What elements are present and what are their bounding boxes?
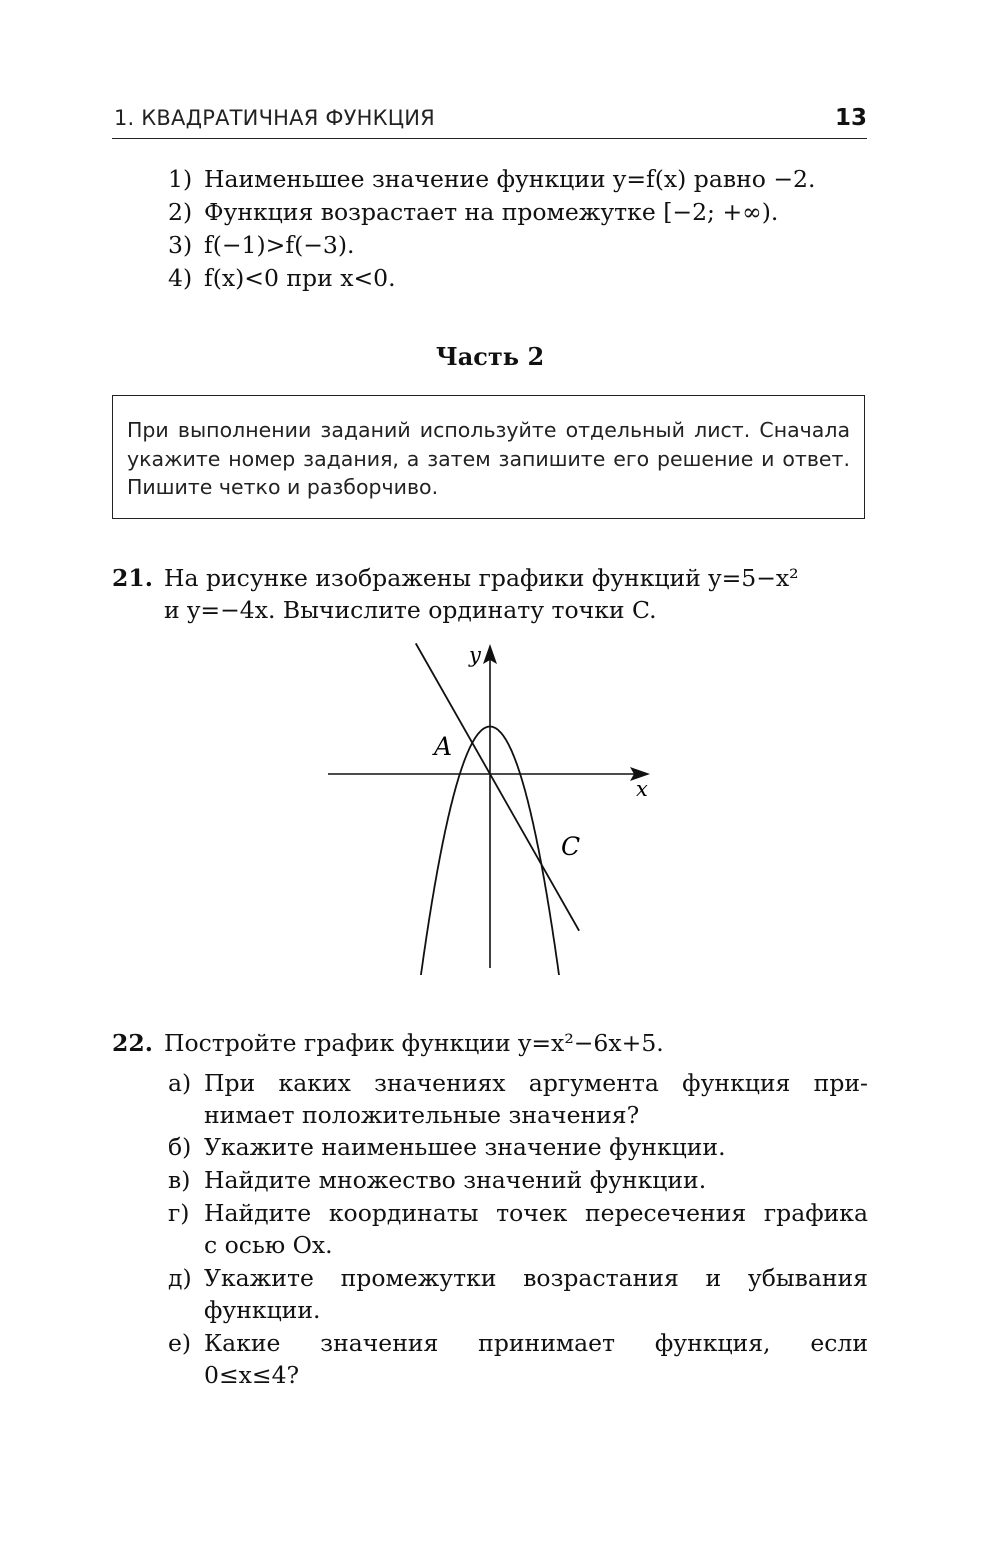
options-list: [168, 163, 868, 295]
chapter-title: 1. КВАДРАТИЧНАЯ ФУНКЦИЯ: [114, 106, 435, 130]
subtask-a: а) При каких значениях аргумента функция при- нимает положительные значения?: [168, 1069, 868, 1129]
subtask-d: д) Укажите промежутки возрастания и убывания функции.: [168, 1264, 868, 1324]
subtask-b: б) Укажите наименьшее значение функции.: [168, 1133, 726, 1161]
instructions-text: При выполнении заданий используйте отдельный лист. Сначала укажите номер задания, а затем запишите его решение и ответ. Пишите четко и разборчиво.: [127, 418, 850, 499]
task-21: [112, 562, 868, 626]
page-number: 13: [834, 105, 867, 131]
list-item: 4) f(x)<0 при x<0.: [168, 264, 396, 292]
list-item: 3) f(−1)>f(−3).: [168, 231, 355, 259]
y-axis-label: y: [469, 643, 481, 667]
task-22: [112, 1027, 868, 1059]
task-number: 22.: [112, 1029, 153, 1057]
subtask-g: г) Найдите координаты точек пересечения графика с осью Ox.: [168, 1199, 868, 1259]
task-text-line: На рисунке изображены графики функций y=5−x²: [164, 564, 799, 592]
point-c-label: C: [561, 832, 581, 861]
task-text-line: и y=−4x. Вычислите ординату точки C.: [164, 596, 657, 624]
function-graph: [320, 640, 660, 975]
list-item: 1) Наименьшее значение функции y=f(x) равно −2.: [168, 165, 816, 193]
instructions-box: [112, 395, 865, 519]
subtask-v: в) Найдите множество значений функции.: [168, 1166, 707, 1194]
x-axis-label: x: [636, 777, 648, 801]
graph-svg: [320, 640, 660, 975]
straight-line: [416, 643, 579, 930]
task-text-line: Постройте график функции y=x²−6x+5.: [164, 1029, 664, 1057]
running-header: [112, 104, 867, 139]
list-item: 2) Функция возрастает на промежутке [−2; +∞).: [168, 198, 779, 226]
task-number: 21.: [112, 564, 153, 592]
subtask-e: е) Какие значения принимает функция, если 0≤x≤4?: [168, 1329, 868, 1389]
point-a-label: A: [434, 732, 453, 761]
section-title: Часть 2: [435, 342, 545, 371]
